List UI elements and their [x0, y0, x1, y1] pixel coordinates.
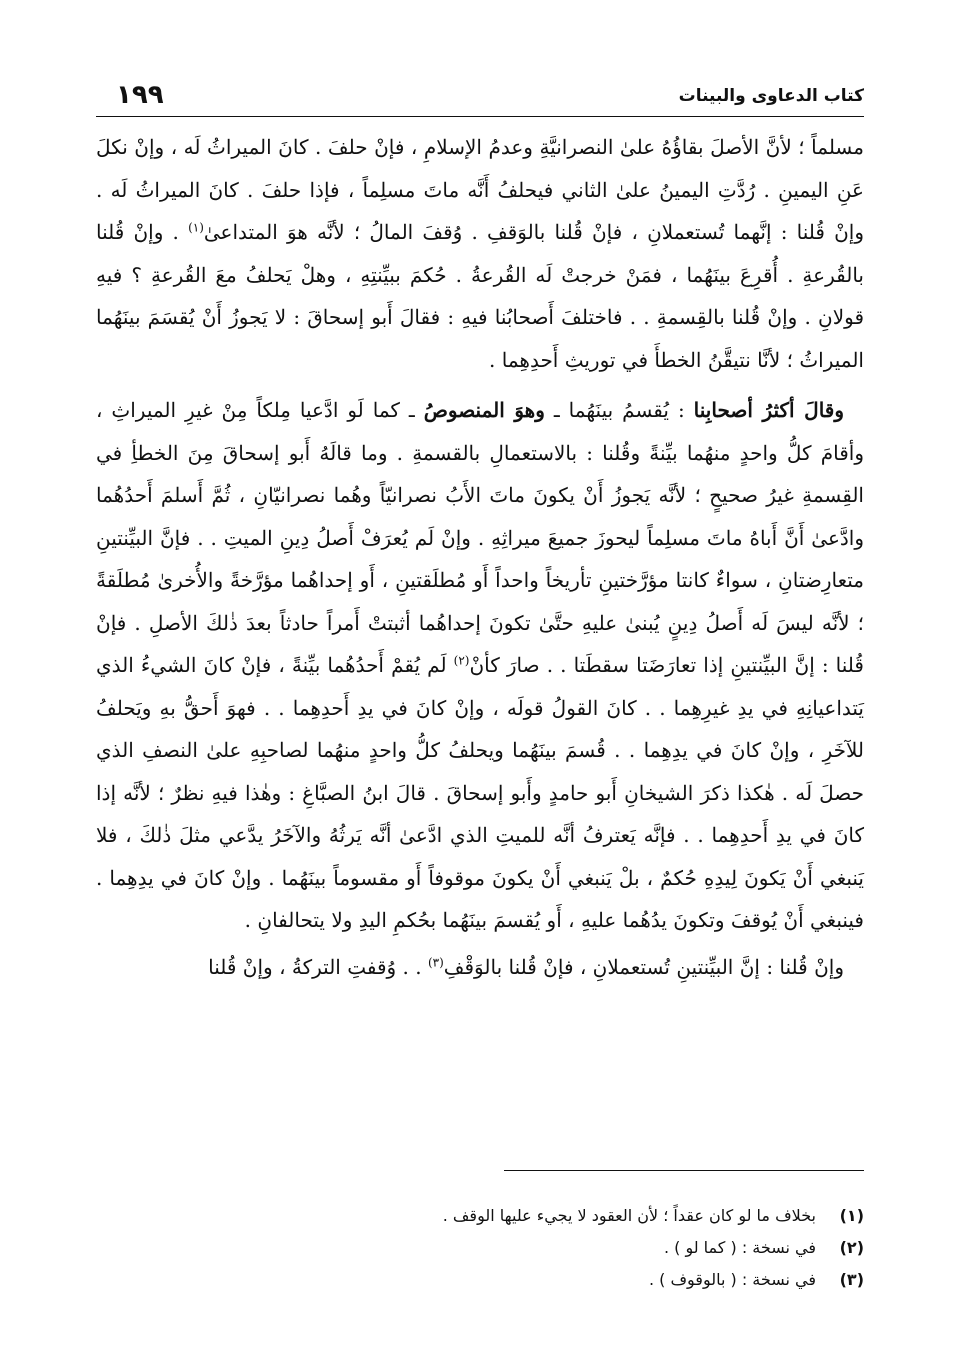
paragraph-3	[96, 946, 864, 989]
main-text	[96, 126, 864, 988]
footnote-number: (٢)	[839, 1238, 864, 1257]
footnote-ref-3[interactable]: (٣)	[427, 954, 444, 969]
paragraph-text: لَم يُقمْ أَحدُهُما بيِّنةً ، فإنْ كانَ الشيءُ الذي يَتداعيانِهِ في يدِ غيرِهِما . . كانَ القولُ قولَه ، وإنْ كانَ في يدِ أَحدِهِما . . فهوَ أَحقُّ بهِ ويَحلفُ للآخَرِ ، وإنْ كانَ في يدِهِما . . قُسمَ بينَهُما ويحلفُ كلُّ واحدٍ منهُما لصاحبِهِ علىٰ النصفِ الذي حصلَ لَه . هٰكذا ذكرَ الشيخانِ أَبو حامدٍ وأَبو إسحاقَ . قالَ ابنُ الصبَّاغِ : وهٰذا فيهِ نظرٌ ؛ لأنَّه إذا كانَ في يدِ أَحدِهِما . . فإنَّه يَعترفُ أنَّه للميتِ الذي ادَّعىٰ أنَّه يَرثُهُ والآخَرُ يدَّعي مثلَ ذٰلكَ ، فلا يَنبغي أَنْ يَكونَ لِيدِهِ حُكمٌ ، بلْ يَنبغي أَنْ يكونَ موقوفاً أَو مقسوماً بينَهُما . وإنْ كانَ في يدِهِما . فينبغي أَنْ يُوقفَ وتكونَ يدُهُما عليهِ ، أَو يُقسمَ بينَهُما بحُكمِ اليدِ ولا يتحالفانِ .	[96, 653, 864, 932]
footnote-item	[96, 1232, 864, 1264]
page-number: ١٩٩	[116, 80, 164, 110]
paragraph-2	[96, 389, 864, 942]
footnote-divider	[504, 1170, 864, 1171]
footnote-text: في نسخة : ( كما لو ) .	[663, 1238, 816, 1257]
footnote-number: (١)	[839, 1206, 864, 1225]
paragraph-text: . . وُقفتِ التركةُ ، وإنْ قُلنا	[208, 954, 428, 979]
footnote-ref-1[interactable]: (١)	[188, 220, 204, 235]
paragraph-text: . وإنْ قُلنا بالقُرعةِ . أُقرِعَ بينَهُما ، فمَنْ خرجتْ لَه القُرعةُ . حُكمَ ببيِّنتِهِ ، وهلْ يَحلفُ معَ القُرعةِ ؟ فيهِ قولانِ . وإنْ قُلنا بالقِسمةِ . . فاختلفَ أَصحابُنا فيهِ : فقالَ أَبو إسحاقَ : لا يَجوزُ أَنْ يُقسَمَ بينَهُما الميراثُ ؛ لأنَّا نتيقَّنُ الخطأَ في توريثِ أَحدِهِما .	[96, 220, 864, 372]
paragraph-text: مسلماً ؛ لأنَّ الأصلَ بقاؤُهُ علىٰ النصرانيَّةِ وعدمُ الإسلامِ ، فإنْ حلفَ . كانَ الميراثُ لَه ، وإنْ نكلَ عَنِ اليمينِ . رُدَّتِ اليمينُ علىٰ الثاني فيحلفُ أَنَّه ماتَ مسلِماً ، فإذا حلفَ . كانَ الميراثُ لَه . وإنْ قُلنا : إنَّهما تُستعملانِ ، فإنْ قُلنا بالوَقفِ . وُقفَ المالُ ؛ لأنَّه هوَ المتداعىٰ	[96, 135, 864, 244]
bold-phrase: وهوَ المنصوصُ	[423, 398, 545, 422]
footnote-text: في نسخة : ( بالوقوف ) .	[648, 1270, 816, 1289]
footnote-text: بخلاف ما لو كان عقداً ؛ لأن العقود لا يجيء عليها الوقف .	[442, 1206, 816, 1225]
footnote-item	[96, 1200, 864, 1232]
page-header	[96, 80, 864, 117]
paragraph-text: وإنْ قُلنا : إنَّ البيِّنتينِ تُستعملانِ ، فإنْ قُلنا بالوَقْفِ	[443, 954, 844, 979]
paragraph-text: : يُقسمُ بينَهُما ـ	[544, 398, 694, 422]
footnotes	[96, 1200, 864, 1296]
bold-phrase: وقالَ أكثرُ أصحابِنا	[693, 398, 845, 422]
book-title: كتاب الدعاوى والبينات	[678, 86, 864, 106]
paragraph-text: ـ كما لَو ادَّعيا مِلكاً مِنْ غيرِ الميراثِ ، وأقامَ كلُّ واحدٍ منهُما بيِّنةً وقُلنا : بالاستعمالِ بالقسمةِ . وما قالَهُ أَبو إسحاقَ مِنَ الخطأِ في القِسمةِ غيرُ صحيحٍ ؛ لأنَّه يَجوزُ أَنْ يكونَ ماتَ الأَبُ نصرانيّاً وهُما نصرانيّانِ ، ثُمَّ أَسلمَ أَحدُهُما وادَّعىٰ أَنَّ أَباهُ ماتَ مسلِماً ليحوزَ جميعَ ميراثِهِ . وإنْ لَم يُعرَفْ أَصلُ دِينِ الميتِ . . فإنَّ البيِّنتينِ متعارِضتانِ ، سواءٌ كانتا مؤرَّختينِ تأريخاً واحداً أَو مُطلَقتينِ ، أَو إحداهُما مؤرَّخةً والأُخرىٰ مُطلَقةً ؛ لأنَّه ليسَ لَه أَصلُ دِينٍ يُبنىٰ عليهِ حتَّىٰ تكونَ إحداهُما أثبتتْ أَمراً حادثاً بعدَ ذٰلكَ الأصلِ . فإنْ قُلنا : إنَّ البيِّنتينِ إذا تعارَضَتا سقطَتا . . صارَ كأنْ	[96, 398, 864, 677]
footnote-item	[96, 1264, 864, 1296]
footnote-ref-2[interactable]: (٢)	[453, 653, 470, 668]
footnote-number: (٣)	[839, 1270, 864, 1289]
paragraph-1	[96, 126, 864, 381]
